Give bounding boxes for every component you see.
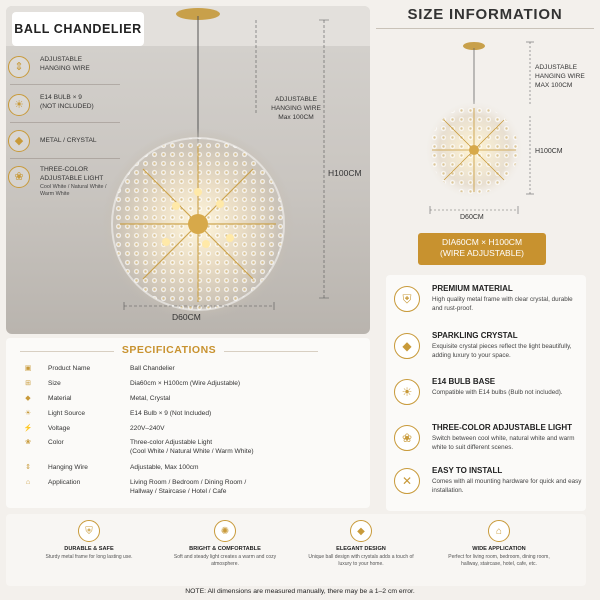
shield-icon: ⛨ [78,520,100,542]
feature-desc: Compatible with E14 bulbs (Bulb not included). [432,389,563,396]
feature-line: ADJUSTABLE [40,56,83,63]
feature-desc: Exquisite crystal pieces reflect the light beautifully, adding luxury to your space. [432,343,572,360]
spec-key: Application [48,479,81,486]
bulb-icon: ☀ [24,410,32,417]
wire-label-line: ADJUSTABLE [535,64,578,71]
spec-key: Material [48,395,72,402]
size-icon: ⊞ [25,380,31,387]
spec-value: Living Room / Bedroom / Dining Room / [130,479,247,486]
bottom-feature-bright [170,520,280,569]
diamond-icon: ◆ [350,520,372,542]
diamond-icon: ◆ [394,333,420,359]
spec-value: Ball Chandelier [130,365,175,372]
spec-row-product-name [22,364,322,374]
three-color-icon: ❀ [25,439,31,446]
feature-e14-bulb [394,377,586,405]
wire-label-line: HANGING WIRE [271,104,321,112]
feature-title: ELEGANT DESIGN [336,546,386,552]
feature-hanging-wire [8,56,126,78]
feature-three-color-light [394,423,586,452]
feature-line: THREE-COLOR [40,166,88,173]
spec-key: Size [48,380,61,387]
vertical-arrows-icon: ⇕ [8,56,30,78]
spec-value: Adjustable, Max 100cm [130,464,199,471]
three-color-icon: ❀ [8,166,30,188]
bulb-icon: ☀ [394,379,420,405]
wire-label-line: MAX 100CM [535,81,573,89]
spec-key: Voltage [48,425,70,432]
feature-line: (NOT INCLUDED) [40,102,94,110]
feature-desc: Comes with all mounting hardware for quick and easy installation. [432,478,582,495]
feature-premium-material [394,284,586,313]
divider [10,158,120,159]
spec-key: Product Name [48,365,91,372]
dimensions-badge [418,233,546,265]
spec-row-color [22,438,322,456]
feature-line: E14 BULB × 9 [40,94,82,101]
divider [10,122,120,123]
bottom-feature-durable [34,520,144,561]
home-icon: ⌂ [25,479,31,486]
title-underline [376,28,594,29]
spec-value: 220V–240V [130,425,165,432]
feature-title: E14 BULB BASE [432,377,496,386]
feature-line: HANGING WIRE [40,64,90,72]
feature-desc: High quality metal frame with clear crystal, durable and rust-proof. [432,296,573,313]
bolt-icon: ⚡ [23,425,33,432]
feature-title: PREMIUM MATERIAL [432,284,513,293]
feature-three-color [8,166,126,198]
feature-material [8,130,126,152]
feature-title: EASY TO INSTALL [432,466,503,475]
feature-easy-install [394,466,586,495]
feature-desc: Sturdy metal frame for long lasting use. [45,554,133,560]
feature-desc: Unique ball design with crystals adds a touch of luxury to your home. [308,554,414,568]
dims-line: DIA60CM × H100CM [441,237,523,247]
spec-value: E14 Bulb × 9 (Not Included) [130,410,212,417]
wire-label-line: Max 100CM [278,113,314,121]
spec-key: Color [48,439,64,446]
specifications-title: SPECIFICATIONS [121,344,217,356]
spec-key: Light Source [48,410,86,417]
three-color-icon: ❀ [394,425,420,451]
spec-value: (Cool White / Natural White / Warm White) [130,448,254,456]
bottom-feature-application [444,520,554,569]
tools-icon: ✕ [394,468,420,494]
spec-row-voltage [22,424,322,434]
height-dimension-label: H100CM [328,168,362,178]
wire-dimension-label [256,96,336,123]
product-title-tag: BALL CHANDELIER [12,12,144,46]
feature-sparkling-crystal [394,331,586,360]
spec-value: Dia60cm × H100cm (Wire Adjustable) [130,380,241,387]
feature-bulb [8,94,126,116]
size-info-title: SIZE INFORMATION [407,6,563,23]
spec-value: Three-color Adjustable Light [130,439,213,446]
feature-desc: Perfect for living room, bedroom, dining room, hallway, staircase, hotel, cafe, etc. [448,554,550,568]
feature-title: WIDE APPLICATION [472,546,526,552]
spec-row-material [22,394,322,404]
vertical-arrows-icon: ⇕ [25,464,31,471]
diamond-icon: ◆ [25,395,31,402]
measurement-note: NOTE: All dimensions are measured manually, there may be a 1–2 cm error. [185,588,415,595]
size-wire-label [535,64,595,91]
bulb-icon: ☀ [8,94,30,116]
feature-line: METAL / CRYSTAL [40,137,97,144]
spec-value: Metal, Crystal [130,395,171,402]
spec-row-application [22,478,322,496]
feature-title: DURABLE & SAFE [64,546,114,552]
spec-key: Hanging Wire [48,464,88,471]
bottom-feature-elegant [306,520,416,569]
spec-value: Hallway / Staircase / Hotel / Cafe [130,488,227,496]
wire-label-line: HANGING WIRE [535,72,585,80]
size-height-label: H100CM [535,148,563,155]
tag-icon: ▣ [24,365,32,372]
feature-sub: Cool White / Natural White / Warm White [40,183,107,198]
home-icon: ⌂ [488,520,510,542]
shield-icon: ⛨ [394,286,420,312]
feature-title: THREE-COLOR ADJUSTABLE LIGHT [432,423,572,432]
diamond-icon: ◆ [8,130,30,152]
feature-desc: Soft and steady light creates a warm and cozy atmosphere. [173,554,277,568]
feature-line: ADJUSTABLE LIGHT [40,174,104,182]
divider [10,84,120,85]
spec-row-hanging-wire [22,463,322,473]
wire-label-line: ADJUSTABLE [274,96,317,103]
feature-desc: Switch between cool white, natural white and warm white to suit different scenes. [432,435,575,452]
spec-row-size [22,379,322,389]
dims-line: (WIRE ADJUSTABLE) [440,248,524,259]
size-width-label: D60CM [460,214,484,221]
width-dimension-label: D60CM [172,312,201,322]
feature-title: BRIGHT & COMFORTABLE [189,546,261,552]
feature-title: SPARKLING CRYSTAL [432,331,518,340]
spec-row-light-source [22,409,322,419]
sun-icon: ✺ [214,520,236,542]
